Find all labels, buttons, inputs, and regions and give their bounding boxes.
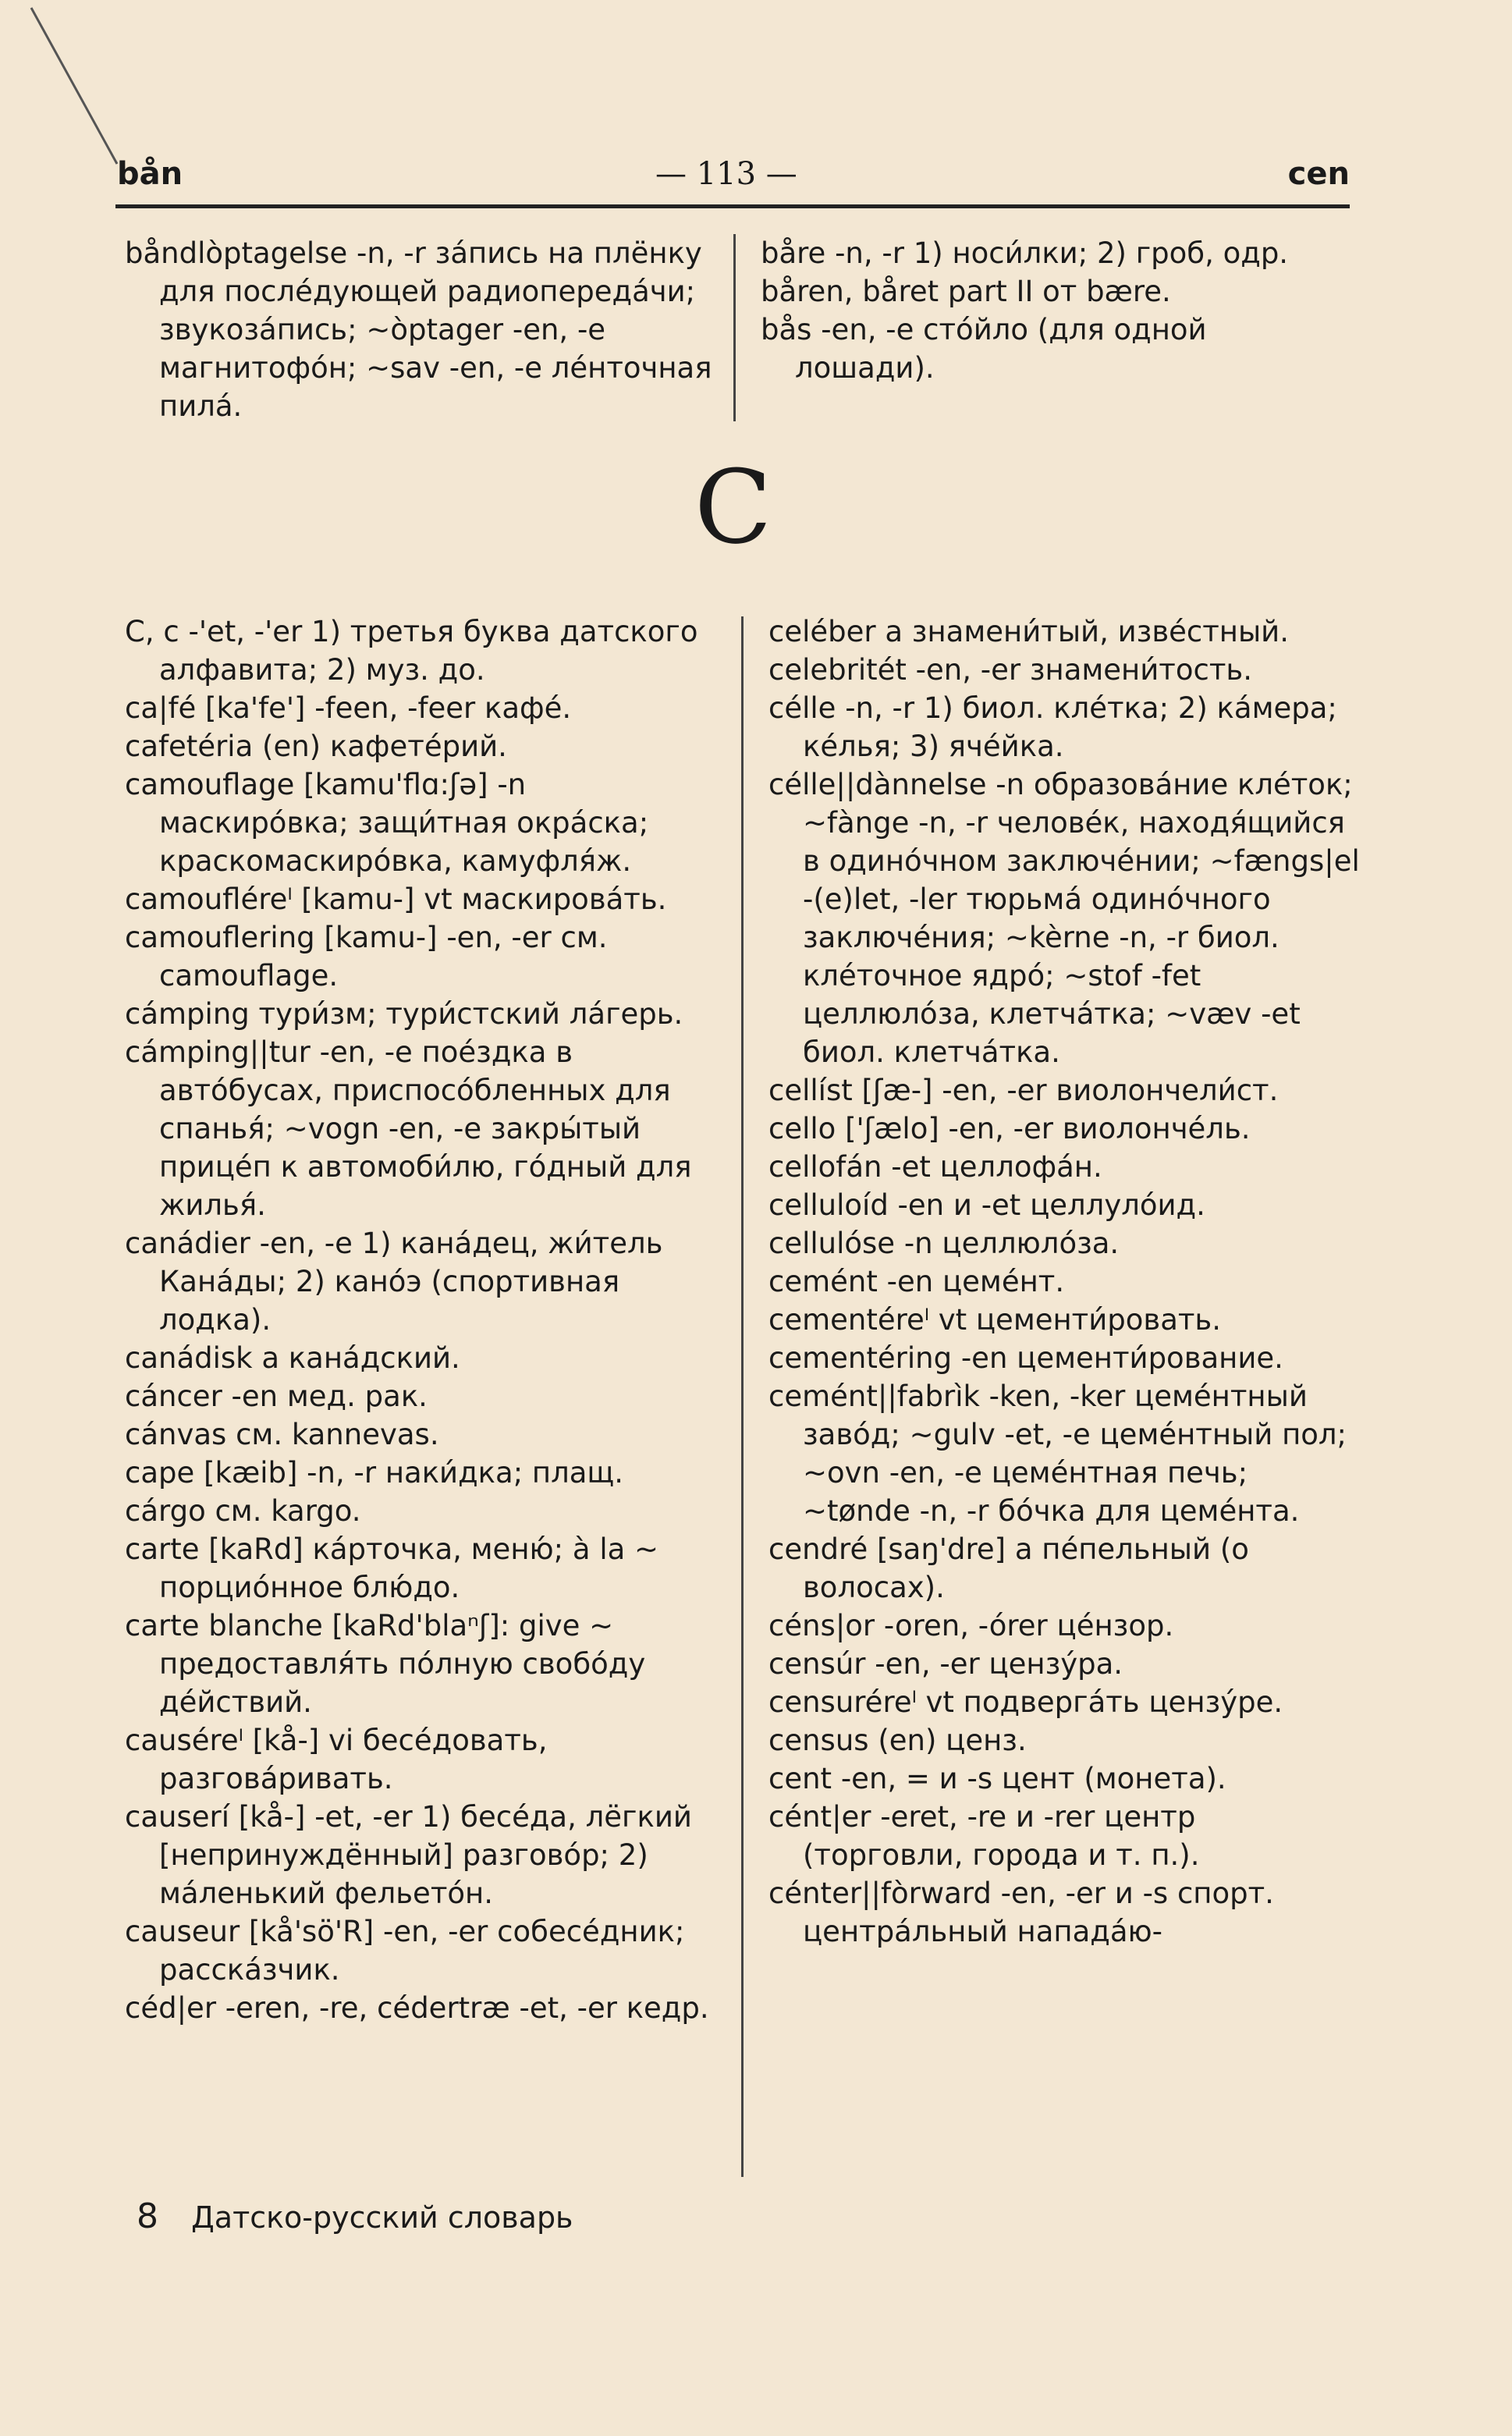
entry: ca|fé [ka'fe'] -feen, -feer кафé. xyxy=(125,691,572,725)
entry: cello ['ʃælo] -en, -er виолончéль. xyxy=(768,1112,1251,1145)
right-column xyxy=(768,613,1361,1951)
entry: cént|er -eret, -re и -rer центр (торговли, города и т. п.). xyxy=(768,1800,1200,1872)
signature-footer xyxy=(137,2196,573,2236)
signature-title: Датско-русский словарь xyxy=(191,2200,573,2235)
entry: cemént -en цемéнт. xyxy=(768,1265,1065,1298)
entry: cellulóse -n целлюлóза. xyxy=(768,1227,1120,1260)
page-number: — 113 — xyxy=(655,156,797,192)
entry: cellíst [ʃæ-] -en, -er виолончели́ст. xyxy=(768,1074,1279,1107)
entry: båndlòptagelse -n, -r зáпись на плёнку для послéдующей радиопередáчи; звукозáпись; ~òptager -en, -e магнитофóн; ~sav -en, -e лéнточная пилá. xyxy=(125,236,712,423)
entry: celéber a знамени́тый, извéстный. xyxy=(768,615,1289,648)
entry: båren, båret part II от bære. xyxy=(761,275,1171,308)
entry: censuréreˡ vt подвергáть цензу́ре. xyxy=(768,1685,1283,1719)
entry: carte blanche [kaRd'blaⁿʃ]: give ~ предоставля́ть пóлную свобóду дéйствий. xyxy=(125,1609,646,1719)
signature-number: 8 xyxy=(137,2196,158,2236)
entry: celluloíd -en и -et целлулóид. xyxy=(768,1188,1205,1222)
entry: cendré [saŋ'dre] a пéпельный (о волосах). xyxy=(768,1532,1249,1604)
left-column xyxy=(125,613,718,2027)
entry: célle -n, -r 1) биол. клéтка; 2) кáмера; кéлья; 3) ячéйка. xyxy=(768,691,1337,763)
entry: carte [kaRd] кáрточка, меню́; à la ~ порциóнное блю́до. xyxy=(125,1532,659,1604)
column-divider-top xyxy=(733,234,736,421)
entry: camoufléreˡ [kamu-] vt маскировáть. xyxy=(125,882,667,916)
entry: causerí [kå-] -et, -er 1) бесéда, лёгкий [непринуждённый] разговóр; 2) мáленький фельетóн. xyxy=(125,1800,692,1910)
entry: cementéring -en цементи́рование. xyxy=(768,1341,1283,1375)
entry: cent -en, = и -s цент (монета). xyxy=(768,1762,1226,1795)
top-right-column xyxy=(761,234,1354,387)
entry: båre -n, -r 1) носи́лки; 2) гроб, одр. xyxy=(761,236,1289,270)
top-left-column xyxy=(125,234,718,425)
entry: bås -en, -e стóйло (для одной лошади). xyxy=(761,313,1207,385)
entry: cafetéria (en) кафетéрий. xyxy=(125,730,507,763)
running-header xyxy=(117,156,1350,203)
column-divider xyxy=(741,616,744,2177)
entry: cemént||fabrìk -ken, -ker цемéнтный завóд; ~gulv -et, -e цемéнтный пол; ~ovn -en, -e цемéнтная печь; ~tønde -n, -r бóчка для цемéнта. xyxy=(768,1380,1347,1528)
entry: camouflage [kamu'flɑ:ʃə] -n маскирóвка; защи́тная окрáска; краскомаскирóвка, камуфля́ж. xyxy=(125,768,649,878)
header-left-word: bån xyxy=(117,156,183,192)
entry: canádisk a канáдский. xyxy=(125,1341,460,1375)
entry: celebritét -en, -er знамени́тость. xyxy=(768,653,1252,687)
entry: cámping||tur -en, -e поéздка в автóбусах, приспосóбленных для спанья́; ~vogn -en, -e закры́тый прицéп к автомоби́лю, гóдный для жилья́. xyxy=(125,1035,692,1222)
entry: cementéreˡ vt цементи́ровать. xyxy=(768,1303,1222,1337)
entry: causeur [kå'sö'R] -en, -er собесéдник; расскáзчик. xyxy=(125,1915,685,1987)
entry: C, c -'et, -'er 1) третья буква датского алфавита; 2) муз. до. xyxy=(125,615,698,687)
entry: cáncer -en мед. рак. xyxy=(125,1380,428,1413)
entry: céd|er -eren, -re, cédertræ -et, -er кедр. xyxy=(125,1991,709,2025)
header-rule xyxy=(115,204,1350,208)
entry: camouflering [kamu-] -en, -er см. camouflage. xyxy=(125,921,608,993)
entry: censúr -en, -er цензу́ра. xyxy=(768,1647,1123,1681)
entry: causéreˡ [kå-] vi бесéдовать, разговáривать. xyxy=(125,1724,548,1795)
entry: cénter||fòrward -en, -er и -s спорт. центрáльный нападáю- xyxy=(768,1877,1274,1948)
entry: canádier -en, -e 1) канáдец, жи́тель Канáды; 2) канóэ (спортивная лодка). xyxy=(125,1227,663,1337)
entry: cánvas см. kannevas. xyxy=(125,1418,439,1451)
entry: cape [kæib] -n, -r наки́дка; плащ. xyxy=(125,1456,624,1490)
entry: cellofán -et целлофáн. xyxy=(768,1150,1102,1184)
entry: célle||dànnelse -n образовáние клéток; ~fànge -n, -r человéк, находя́щийся в одинóчном заключéнии; ~fængs|el -(e)let, -ler тюрьмá одинóчного заключéния; ~kèrne -n, -r биол. клéточное ядрó; ~stof -fet целлюлóза, клетчáтка; ~væv -et биол. клетчáтка. xyxy=(768,768,1360,1069)
section-letter: C xyxy=(694,448,772,566)
entry: cámping тури́зм; тури́стский лáгерь. xyxy=(125,997,683,1031)
entry: cárgo см. kargo. xyxy=(125,1494,361,1528)
entry: céns|or -oren, -órer цéнзор. xyxy=(768,1609,1174,1642)
entry: census (en) ценз. xyxy=(768,1724,1027,1757)
header-right-word: cen xyxy=(1287,156,1350,192)
